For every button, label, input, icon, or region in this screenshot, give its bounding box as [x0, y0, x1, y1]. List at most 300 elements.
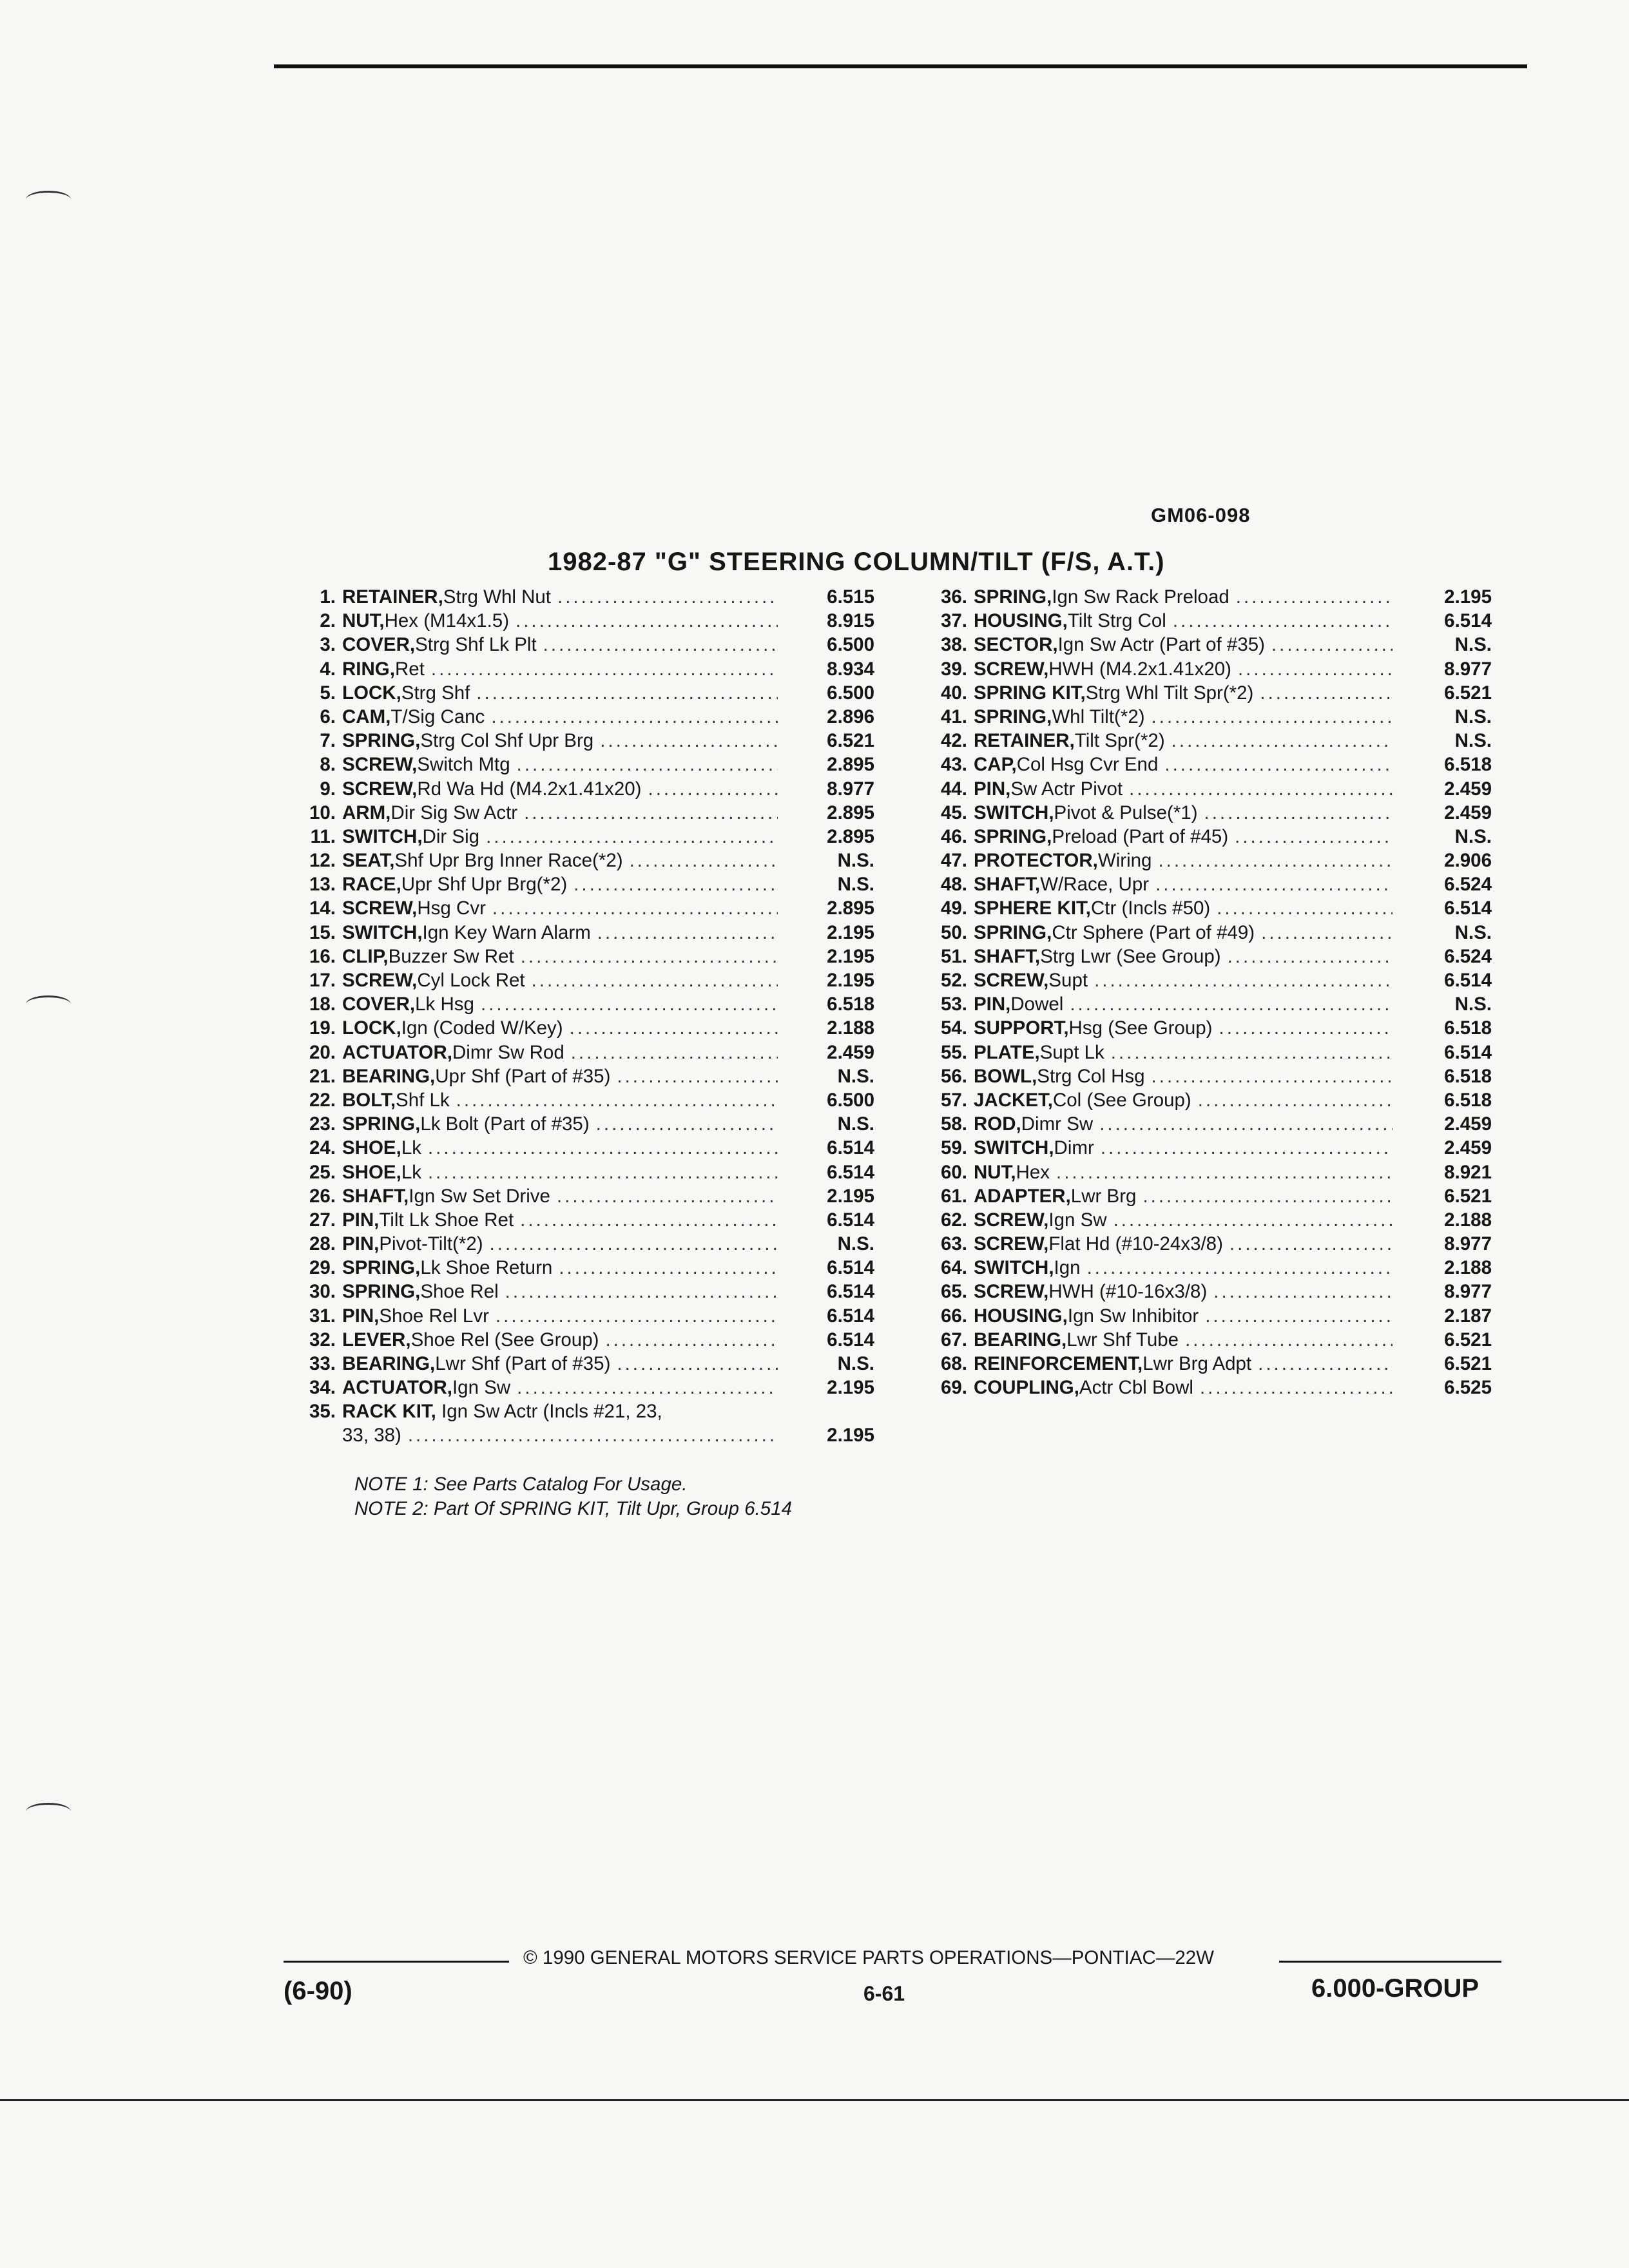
item-description: [974, 896, 1393, 920]
parts-list-row: [274, 657, 874, 681]
item-number: 8.: [320, 754, 336, 776]
group-number: N.S.: [1454, 994, 1492, 1015]
part-detail: Shoe Rel: [420, 1281, 499, 1303]
item-description: [974, 1376, 1393, 1399]
parts-list-row: [274, 633, 874, 657]
part-name: SHOE,: [342, 1137, 401, 1159]
part-name: CAM,: [342, 706, 391, 727]
group-number: 6.521: [1444, 1329, 1492, 1350]
part-name: NUT,: [974, 1161, 1016, 1183]
group-number: 8.977: [1444, 658, 1492, 680]
item-number: 18.: [309, 994, 336, 1015]
dot-leader: [648, 777, 778, 801]
item-number: 31.: [309, 1305, 336, 1327]
group-number: 2.459: [827, 1041, 874, 1063]
group-number: 2.459: [1444, 778, 1492, 800]
item-description: [974, 1328, 1393, 1352]
parts-list-row: [905, 849, 1492, 872]
part-detail: Cyl Lock Ret: [417, 970, 525, 991]
item-number: 25.: [309, 1161, 336, 1183]
group-number: 2.195: [827, 921, 874, 943]
part-detail: HWH (#10-16x3/8): [1048, 1281, 1208, 1303]
group-number: 6.514: [827, 1329, 874, 1350]
group-number: 6.500: [827, 682, 874, 704]
parts-list-row: [905, 1376, 1492, 1399]
part-name: SWITCH,: [974, 802, 1054, 823]
group-number: 6.524: [1444, 874, 1492, 896]
item-description: [342, 1232, 778, 1256]
item-description: [974, 1160, 1393, 1184]
dot-leader: [517, 753, 778, 776]
item-description: [342, 1208, 778, 1232]
group-number: N.S.: [837, 1113, 874, 1135]
part-name: COUPLING,: [974, 1377, 1079, 1399]
dot-leader: [1198, 1088, 1393, 1112]
top-rule: [274, 64, 1527, 68]
parts-list-row: [274, 801, 874, 825]
item-number: 52.: [940, 970, 967, 991]
item-description: [974, 1088, 1393, 1112]
group-number: 6.514: [1444, 1041, 1492, 1063]
item-number: 28.: [309, 1233, 336, 1255]
group-number: 8.934: [827, 658, 874, 680]
part-detail: Pivot & Pulse(*1): [1054, 802, 1198, 823]
part-detail: Hex (M14x1.5): [384, 610, 510, 632]
item-description: [342, 1112, 778, 1136]
dot-leader: [1155, 872, 1393, 896]
item-description: [342, 801, 778, 825]
dot-leader: [557, 585, 778, 609]
parts-list-row: [905, 753, 1492, 776]
item-description: [342, 1304, 778, 1328]
group-number: 2.459: [1444, 802, 1492, 823]
item-number: 46.: [940, 825, 967, 847]
group-number: 6.518: [1444, 1065, 1492, 1087]
part-name: ACTUATOR,: [342, 1041, 452, 1063]
item-description: [974, 681, 1393, 705]
item-number: 47.: [940, 850, 967, 872]
parts-list-row: [905, 1016, 1492, 1040]
part-name: SPRING KIT,: [974, 682, 1086, 704]
item-description: [974, 705, 1393, 729]
item-description: [342, 825, 778, 849]
dot-leader: [630, 849, 778, 872]
dot-leader: [574, 872, 778, 896]
part-name: SCREW,: [974, 1281, 1049, 1303]
part-name: SHAFT,: [974, 874, 1041, 896]
dot-leader: [520, 1208, 778, 1232]
parts-list-row: [905, 945, 1492, 968]
item-number: 30.: [309, 1281, 336, 1303]
parts-list-row: [905, 777, 1492, 801]
item-number: 51.: [940, 945, 967, 967]
dot-leader: [1213, 1280, 1393, 1303]
dot-leader: [1228, 945, 1393, 968]
part-detail: T/Sig Canc: [390, 706, 485, 727]
parts-list-row: [274, 1136, 874, 1160]
part-detail: Supt: [1048, 970, 1088, 991]
parts-list-row: [274, 1064, 874, 1088]
parts-list-row: [274, 681, 874, 705]
item-description: [342, 1328, 778, 1352]
parts-list-row: [274, 705, 874, 729]
item-number: 23.: [309, 1113, 336, 1135]
group-number: 2.906: [1444, 850, 1492, 872]
dot-leader: [600, 729, 778, 753]
part-detail: Ign Sw Actr (Part of #35): [1057, 634, 1265, 656]
item-description: [342, 849, 778, 872]
item-description: [342, 1136, 778, 1160]
group-number: 2.188: [827, 1017, 874, 1039]
item-description: [342, 633, 778, 657]
item-number: 53.: [940, 994, 967, 1015]
part-name: COVER,: [342, 994, 416, 1015]
item-number: 45.: [940, 802, 967, 823]
group-number: 2.895: [827, 802, 874, 823]
item-description: [342, 1376, 778, 1399]
part-detail: Rd Wa Hd (M4.2x1.41x20): [417, 778, 642, 800]
parts-list-row: [274, 1088, 874, 1112]
part-name: BEARING,: [342, 1065, 436, 1087]
dot-leader: [1087, 1256, 1393, 1280]
parts-list-row: [274, 872, 874, 896]
part-name: RETAINER,: [974, 730, 1075, 752]
item-description: [974, 753, 1393, 776]
item-number: 68.: [940, 1353, 967, 1374]
item-number: 32.: [309, 1329, 336, 1350]
dot-leader: [481, 992, 778, 1016]
item-number: 61.: [940, 1185, 967, 1207]
group-number: N.S.: [1454, 825, 1492, 847]
item-number: 20.: [309, 1041, 336, 1063]
note-1: NOTE 1: See Parts Catalog For Usage.: [354, 1474, 688, 1495]
item-description: [974, 1352, 1393, 1376]
item-description-continued: [342, 1423, 778, 1447]
part-detail: Shoe Rel Lvr: [379, 1305, 489, 1327]
item-description: [342, 657, 778, 681]
page-title: 1982-87 "G" STEERING COLUMN/TILT (F/S, A.T.): [548, 548, 1165, 576]
parts-list-row: [274, 896, 874, 920]
dot-leader: [557, 1184, 778, 1208]
parts-list-row: [905, 585, 1492, 609]
part-name: BEARING,: [974, 1329, 1067, 1350]
part-detail: Flat Hd (#10-24x3/8): [1048, 1233, 1223, 1255]
group-number: 6.521: [1444, 1353, 1492, 1374]
parts-list-row: [274, 609, 874, 633]
dot-leader: [1101, 1136, 1393, 1160]
part-name: BOWL,: [974, 1065, 1037, 1087]
part-detail: Dir Sig Sw Actr: [390, 802, 518, 823]
dot-leader: [559, 1256, 778, 1280]
part-detail: Lk: [401, 1161, 421, 1183]
dot-leader: [491, 705, 778, 729]
parts-list-row: [274, 1016, 874, 1040]
group-number: 6.500: [827, 1089, 874, 1111]
item-description: [974, 1016, 1393, 1040]
dot-leader: [1173, 609, 1393, 633]
parts-list-right: [905, 585, 1492, 1399]
group-number: 2.895: [827, 754, 874, 776]
dot-leader: [617, 1064, 778, 1088]
dot-leader: [1158, 849, 1393, 872]
part-name: SHAFT,: [974, 945, 1041, 967]
item-description: [974, 657, 1393, 681]
item-number: 2.: [320, 610, 336, 632]
parts-list-row: [274, 777, 874, 801]
part-detail: Sw Actr Pivot: [1010, 778, 1123, 800]
part-name: PIN,: [974, 994, 1011, 1015]
dot-leader: [605, 1328, 778, 1352]
part-detail: Strg Shf: [401, 682, 470, 704]
item-number: 60.: [940, 1161, 967, 1183]
item-description: [342, 872, 778, 896]
parts-list-row: [905, 801, 1492, 825]
part-name: ARM,: [342, 802, 391, 823]
item-description: [342, 1399, 662, 1423]
part-name: SPRING,: [974, 586, 1052, 608]
dot-leader: [1152, 1064, 1393, 1088]
group-number: 6.514: [1444, 970, 1492, 991]
part-detail: Hsg Cvr: [417, 898, 486, 919]
group-number: 6.514: [1444, 610, 1492, 632]
group-number: N.S.: [837, 874, 874, 896]
part-detail: Col Hsg Cvr End: [1016, 754, 1159, 776]
item-description: [974, 801, 1393, 825]
part-detail: Ign Sw Set Drive: [409, 1185, 550, 1207]
part-detail: Lk: [401, 1137, 421, 1159]
note-2: NOTE 2: Part Of SPRING KIT, Tilt Upr, Group 6.514: [354, 1498, 793, 1519]
part-detail: 33, 38): [342, 1425, 401, 1446]
part-detail: Hex: [1016, 1161, 1050, 1183]
item-description: [974, 1232, 1393, 1256]
part-detail: Strg Lwr (See Group): [1040, 945, 1221, 967]
item-description: [974, 872, 1393, 896]
part-name: SCREW,: [974, 1209, 1049, 1231]
part-name: RETAINER,: [342, 586, 443, 608]
item-description: [342, 729, 778, 753]
parts-list-row: [274, 729, 874, 753]
group-number: N.S.: [1454, 634, 1492, 656]
part-detail: Ret: [394, 658, 425, 680]
item-description: [974, 849, 1393, 872]
parts-list-row: [905, 1160, 1492, 1184]
part-detail: Tilt Lk Shoe Ret: [379, 1209, 514, 1231]
parts-list-row: [274, 825, 874, 849]
group-number: 6.521: [827, 730, 874, 752]
group-number: 6.500: [827, 634, 874, 656]
item-number: 65.: [940, 1281, 967, 1303]
part-name: SWITCH,: [342, 825, 423, 847]
dot-leader: [1129, 777, 1393, 801]
part-detail: Ign (Coded W/Key): [401, 1017, 563, 1039]
page-number: 6-61: [863, 1982, 905, 2005]
group-number: 6.514: [827, 1137, 874, 1159]
part-detail: Ctr (Incls #50): [1090, 898, 1211, 919]
item-number: 15.: [309, 921, 336, 943]
item-number: 22.: [309, 1089, 336, 1111]
part-detail: Buzzer Sw Ret: [388, 945, 514, 967]
part-name: PIN,: [342, 1233, 380, 1255]
item-description: [974, 1136, 1393, 1160]
item-description: [974, 609, 1393, 633]
revision-date: (6-90): [284, 1977, 352, 2005]
dot-leader: [1070, 992, 1393, 1016]
part-detail: Lwr Shf (Part of #35): [435, 1353, 611, 1374]
item-description: [974, 1304, 1393, 1328]
part-name: SPHERE KIT,: [974, 898, 1091, 919]
group-number: N.S.: [837, 1233, 874, 1255]
parts-list-row: [274, 585, 874, 609]
parts-list-row: [274, 753, 874, 776]
part-name: BEARING,: [342, 1353, 436, 1374]
dot-leader: [1185, 1328, 1393, 1352]
part-name: RING,: [342, 658, 395, 680]
dot-leader: [532, 968, 778, 992]
parts-list-row: [905, 1256, 1492, 1280]
group-number: N.S.: [837, 1065, 874, 1087]
part-detail: Lwr Brg Adpt: [1142, 1353, 1252, 1374]
parts-list-row: [905, 896, 1492, 920]
item-number: 1.: [320, 586, 336, 608]
group-number: 8.977: [1444, 1233, 1492, 1255]
group-number: 6.515: [827, 586, 874, 608]
item-number: 54.: [940, 1017, 967, 1039]
group-number: N.S.: [837, 850, 874, 872]
item-number: 24.: [309, 1137, 336, 1159]
item-description: [342, 1256, 778, 1280]
parts-list-row: [905, 1232, 1492, 1256]
part-name: LOCK,: [342, 682, 401, 704]
part-name: NUT,: [342, 610, 385, 632]
dot-leader: [517, 1376, 778, 1399]
item-description: [342, 945, 778, 968]
parts-list-row: [274, 1352, 874, 1376]
item-number: 43.: [940, 754, 967, 776]
parts-list-row: [905, 633, 1492, 657]
item-number: 69.: [940, 1377, 967, 1399]
margin-mark: [26, 995, 71, 1013]
group-number: 2.195: [827, 1377, 874, 1399]
part-name: SCREW,: [342, 898, 418, 919]
part-name: RACK KIT,: [342, 1401, 436, 1423]
part-name: SPRING,: [974, 706, 1052, 727]
group-number: 6.514: [827, 1161, 874, 1183]
group-number: N.S.: [837, 1353, 874, 1374]
item-number: 66.: [940, 1305, 967, 1327]
dot-leader: [1142, 1184, 1393, 1208]
item-number: 37.: [940, 610, 967, 632]
item-number: 10.: [309, 802, 336, 823]
parts-list-row: [274, 1328, 874, 1352]
group-number: 2.188: [1444, 1257, 1492, 1279]
group-number: 2.188: [1444, 1209, 1492, 1231]
dot-leader: [1200, 1376, 1393, 1399]
group-number: 2.195: [827, 945, 874, 967]
part-detail: Dimr Sw Rod: [452, 1041, 564, 1063]
notes: [354, 1472, 792, 1521]
item-number: 12.: [309, 850, 336, 872]
dot-leader: [617, 1352, 778, 1376]
part-detail: Ign Sw: [452, 1377, 511, 1399]
part-detail: HWH (M4.2x1.41x20): [1048, 658, 1231, 680]
part-name: SWITCH,: [974, 1137, 1054, 1159]
group-number: 8.977: [827, 778, 874, 800]
item-number: 13.: [309, 874, 336, 896]
parts-list-row: [274, 1376, 874, 1399]
part-name: HOUSING,: [974, 1305, 1068, 1327]
item-description: [974, 968, 1393, 992]
item-number: 49.: [940, 898, 967, 919]
part-detail: Whl Tilt(*2): [1052, 706, 1145, 727]
group-number: 8.915: [827, 610, 874, 632]
item-description: [342, 1064, 778, 1088]
part-detail: Lk Bolt (Part of #35): [420, 1113, 590, 1135]
dot-leader: [516, 609, 778, 633]
part-detail: Strg Shf Lk Plt: [415, 634, 537, 656]
dot-leader: [1271, 633, 1393, 657]
item-description: [974, 992, 1393, 1016]
part-name: ROD,: [974, 1113, 1021, 1135]
item-number: 7.: [320, 730, 336, 752]
parts-list-row: [274, 921, 874, 945]
item-description: [974, 1280, 1393, 1303]
margin-mark: [26, 191, 71, 208]
item-number: 42.: [940, 730, 967, 752]
part-detail: W/Race, Upr: [1040, 874, 1150, 896]
dot-leader: [521, 945, 778, 968]
dot-leader: [1236, 585, 1393, 609]
group-number: 6.514: [827, 1209, 874, 1231]
part-name: SCREW,: [974, 658, 1049, 680]
item-number: 9.: [320, 778, 336, 800]
group-number: 6.514: [827, 1257, 874, 1279]
copyright-notice: © 1990 GENERAL MOTORS SERVICE PARTS OPERATIONS—PONTIAC—22W: [523, 1947, 1214, 1968]
parts-list-row: [905, 1208, 1492, 1232]
part-name: JACKET,: [974, 1089, 1053, 1111]
part-detail: Strg Whl Tilt Spr(*2): [1085, 682, 1254, 704]
part-detail: Lwr Brg: [1070, 1185, 1137, 1207]
group-number: 2.195: [1444, 586, 1492, 608]
part-name: SECTOR,: [974, 634, 1058, 656]
parts-list-row: [905, 1136, 1492, 1160]
item-number: 3.: [320, 634, 336, 656]
item-number: 4.: [320, 658, 336, 680]
part-name: SWITCH,: [342, 921, 423, 943]
group-number: N.S.: [1454, 921, 1492, 943]
item-number: 62.: [940, 1209, 967, 1231]
parts-list-row: [274, 1041, 874, 1064]
group-number: N.S.: [1454, 730, 1492, 752]
item-number: 14.: [309, 898, 336, 919]
item-number: 44.: [940, 778, 967, 800]
group-number: 2.896: [827, 706, 874, 727]
part-detail: Preload (Part of #45): [1052, 825, 1229, 847]
parts-list-row: [274, 1304, 874, 1328]
part-detail: Strg Col Shf Upr Brg: [420, 730, 594, 752]
part-name: ACTUATOR,: [342, 1377, 452, 1399]
dot-leader: [1217, 896, 1393, 920]
item-number: 16.: [309, 945, 336, 967]
item-number: 41.: [940, 706, 967, 727]
part-name: PROTECTOR,: [974, 850, 1098, 872]
group-number: 6.518: [1444, 1017, 1492, 1039]
part-name: PLATE,: [974, 1041, 1040, 1063]
item-description: [974, 825, 1393, 849]
parts-list-row: [274, 1280, 874, 1303]
part-detail: Dowel: [1010, 994, 1064, 1015]
part-name: ADAPTER,: [974, 1185, 1071, 1207]
dot-leader: [490, 1232, 778, 1256]
